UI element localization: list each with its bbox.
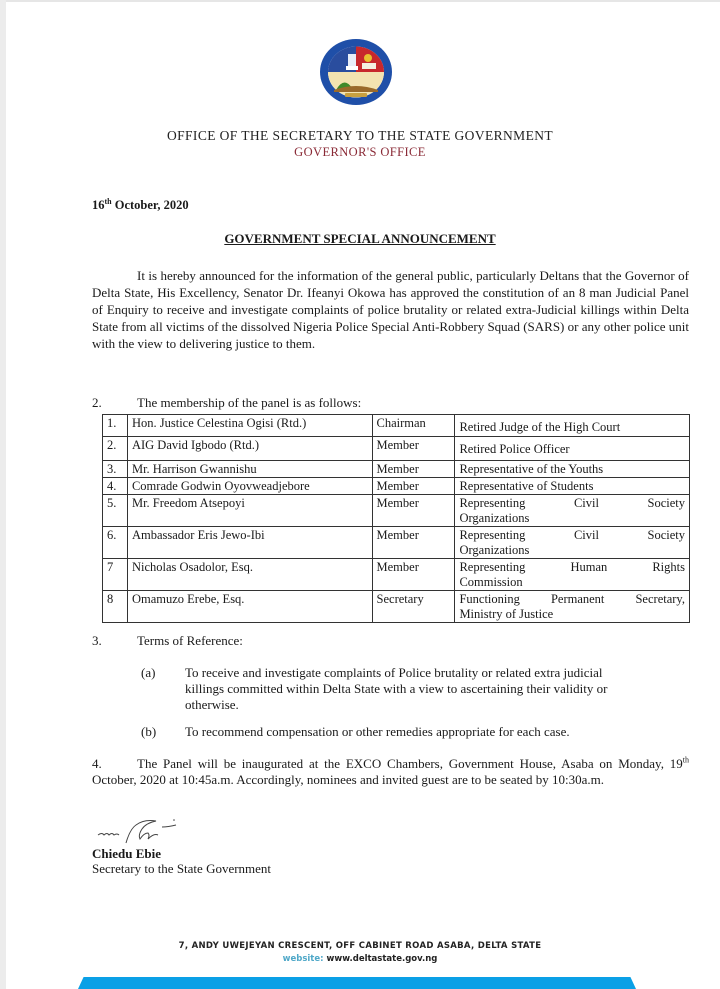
member-number: 6. <box>103 527 128 559</box>
section-3-heading: Terms of Reference: <box>137 633 243 648</box>
member-number: 1. <box>103 415 128 437</box>
member-description: Representative of Students <box>455 478 690 495</box>
member-description: Retired Police Officer <box>455 437 690 461</box>
footer-address: 7, ANDY UWEJEYAN CRESCENT, OFF CABINET ROAD ASABA, DELTA STATE <box>178 941 542 951</box>
description-line-2: Organizations <box>459 511 530 525</box>
member-name: Ambassador Eris Jewo-Ibi <box>127 527 372 559</box>
term-a-text: To receive and investigate complaints of Police brutality or related extra judicial killings committed within Delta State with a view to ascertaining their validity or otherwise. <box>185 665 608 712</box>
member-name: Mr. Harrison Gwannishu <box>127 461 372 478</box>
inauguration-date-suffix: th <box>682 755 689 765</box>
footer-website <box>0 954 720 964</box>
announcement-title: GOVERNMENT SPECIAL ANNOUNCEMENT <box>224 231 496 246</box>
section-2-heading: The membership of the panel is as follows: <box>137 395 362 410</box>
page-top-edge <box>0 0 720 2</box>
member-number: 4. <box>103 478 128 495</box>
inauguration-text-b: October, 2020 at 10:45a.m. Accordingly, nominees and invited guest are to be seated by 10:30a.m. <box>92 772 605 787</box>
term-a-label: (a) <box>141 665 156 680</box>
inauguration-text-a: The Panel will be inaugurated at the EXCO Chambers, Government House, Asaba on Monday, 19 <box>137 756 683 771</box>
member-name: Mr. Freedom Atsepoyi <box>127 495 372 527</box>
member-role: Member <box>372 495 455 527</box>
description-line-2: Ministry of Justice <box>459 607 554 621</box>
description-line-1: Representing Human Rights <box>459 560 685 574</box>
table-row <box>103 478 690 495</box>
description-line-1: Representing Civil Society <box>459 528 685 542</box>
member-number: 3. <box>103 461 128 478</box>
member-number: 5. <box>103 495 128 527</box>
website-label: website: <box>282 954 324 964</box>
website-link[interactable]: www.deltastate.gov.ng <box>323 954 438 964</box>
member-number: 8 <box>103 591 128 623</box>
member-role: Member <box>372 478 455 495</box>
member-description <box>455 495 690 527</box>
member-description <box>455 591 690 623</box>
member-name: Nicholas Osadolor, Esq. <box>127 559 372 591</box>
description-line-2: Organizations <box>459 543 530 557</box>
intro-paragraph: It is hereby announced for the information of the general public, particularly Deltans that the Governor of Delta State, His Excellency, Senator Dr. Ifeanyi Okowa has approved the constitution of an 8 man Judicial Panel of Enquiry to receive and investigate complaints of police brutality or related extra-Judicial killings within Delta State from all victims of the dissolved Nigeria Police Special Anti-Robbery Squad (SARS) or any other police unit with the view to delivering justice to them. <box>92 268 689 351</box>
member-description: Representative of the Youths <box>455 461 690 478</box>
member-description <box>455 527 690 559</box>
description-line-1: Functioning Permanent Secretary, <box>459 592 685 606</box>
sub-office-heading: GOVERNOR'S OFFICE <box>294 145 426 159</box>
section-2-number: 2. <box>92 395 102 410</box>
table-row <box>103 437 690 461</box>
footer-color-bar <box>78 977 636 989</box>
table-row <box>103 495 690 527</box>
section-4-number: 4. <box>92 756 102 771</box>
description-line-1: Representing Civil Society <box>459 496 685 510</box>
table-row <box>103 527 690 559</box>
member-role: Member <box>372 437 455 461</box>
member-description: Retired Judge of the High Court <box>455 415 690 437</box>
member-name: Comrade Godwin Oyovweadjebore <box>127 478 372 495</box>
member-name: Hon. Justice Celestina Ogisi (Rtd.) <box>127 415 372 437</box>
date-day: 16 <box>92 198 105 212</box>
member-name: Omamuzo Erebe, Esq. <box>127 591 372 623</box>
member-role: Member <box>372 559 455 591</box>
member-number: 2. <box>103 437 128 461</box>
description-line-2: Commission <box>459 575 523 589</box>
handwritten-signature-icon <box>96 815 186 845</box>
signatory-name: Chiedu Ebie <box>92 846 161 861</box>
delta-state-seal-icon <box>318 38 394 106</box>
member-role: Secretary <box>372 591 455 623</box>
date-rest: October, 2020 <box>111 198 189 212</box>
document-date <box>92 198 189 213</box>
member-number: 7 <box>103 559 128 591</box>
member-role: Chairman <box>372 415 455 437</box>
office-heading: OFFICE OF THE SECRETARY TO THE STATE GOVERNMENT <box>166 128 554 143</box>
signatory-title: Secretary to the State Government <box>92 861 272 876</box>
table-row <box>103 591 690 623</box>
section-3-number: 3. <box>92 633 102 648</box>
inauguration-paragraph <box>92 756 689 788</box>
table-row <box>103 415 690 437</box>
date-suffix: th <box>104 196 112 206</box>
table-row <box>103 559 690 591</box>
member-description <box>455 559 690 591</box>
member-role: Member <box>372 461 455 478</box>
term-b-text: To recommend compensation or other remedies appropriate for each case. <box>185 724 570 739</box>
member-name: AIG David Igbodo (Rtd.) <box>127 437 372 461</box>
table-row <box>103 461 690 478</box>
term-b-label: (b) <box>141 724 157 739</box>
panel-members-table <box>102 414 690 623</box>
member-role: Member <box>372 527 455 559</box>
